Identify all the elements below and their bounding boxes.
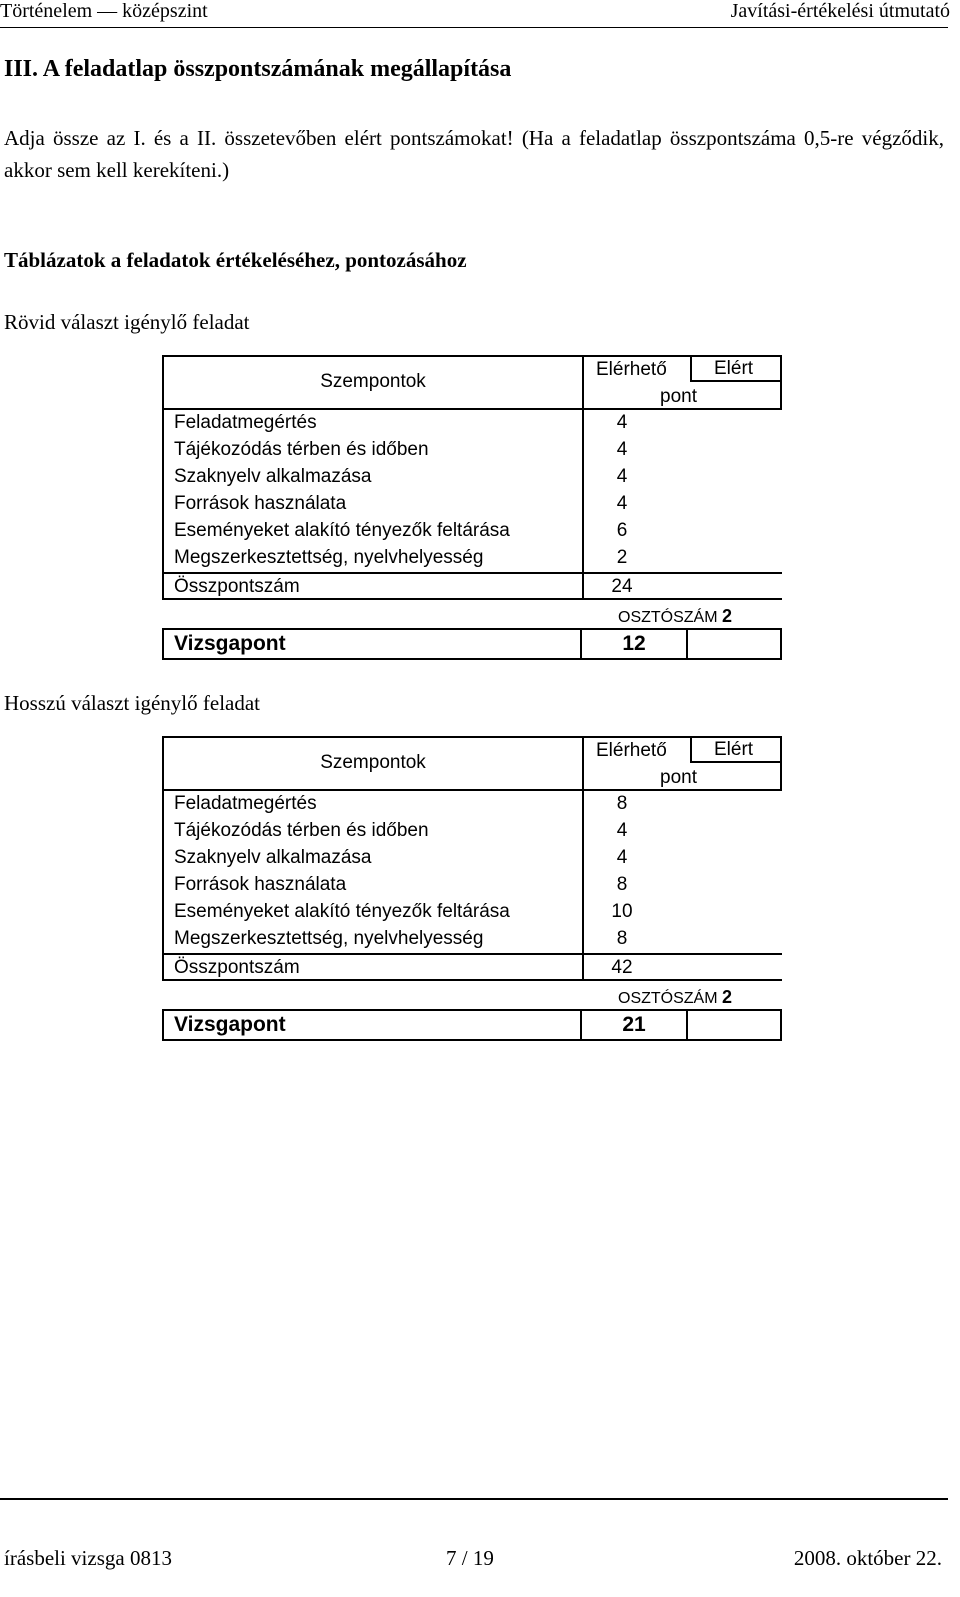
page-footer: [0, 1498, 960, 1597]
criterion-points: 6: [616, 520, 628, 541]
available-header-unit: pont: [660, 767, 697, 788]
footer-date: 2008. október 22.: [793, 1546, 942, 1570]
available-header-cell: [584, 357, 697, 408]
criterion-points: 4: [616, 493, 628, 514]
criterion-label: Tájékozódás térben és időben: [174, 820, 429, 841]
criteria-header: Szempontok: [320, 752, 426, 773]
table-row: [162, 899, 782, 926]
criterion-label: Megszerkesztettség, nyelvhelyesség: [174, 547, 484, 568]
criterion-points: 8: [616, 874, 628, 895]
total-label: Összpontszám: [174, 957, 300, 978]
table-row: [162, 545, 782, 572]
total-points: 42: [611, 957, 633, 978]
exam-points-label-cell: [162, 1009, 582, 1041]
criterion-points: 2: [616, 547, 628, 568]
exam-points-achieved-cell[interactable]: [686, 1009, 782, 1041]
exam-points-label-cell: [162, 628, 582, 660]
header-subject: Történelem — középszint: [0, 0, 208, 22]
table-header: [162, 355, 782, 410]
tables-heading: Táblázatok a feladatok értékeléséhez, pontozásához: [4, 248, 467, 272]
total-label: Összpontszám: [174, 576, 300, 597]
available-header-unit: pont: [660, 386, 697, 407]
exam-points-achieved-cell[interactable]: [686, 628, 782, 660]
long-task-table: [162, 736, 782, 1041]
criteria-header-cell: [164, 738, 584, 789]
table-header: [162, 736, 782, 791]
criterion-label: Szaknyelv alkalmazása: [174, 466, 372, 487]
achieved-header: Elért: [714, 739, 754, 760]
divisor-row: [162, 600, 782, 628]
total-points: 24: [611, 576, 633, 597]
divisor-label: OSZTÓSZÁM: [618, 609, 718, 626]
criterion-points: 4: [616, 439, 628, 460]
table-row: [162, 491, 782, 518]
footer-exam-id: írásbeli vizsga 0813: [4, 1546, 172, 1570]
table-row: [162, 791, 782, 818]
exam-points-value-cell: [580, 628, 688, 660]
criterion-points: 4: [616, 412, 628, 433]
header-doc-type: Javítási-értékelési útmutató: [730, 0, 950, 22]
intro-paragraph: Adja össze az I. és a II. összetevőben elért pontszámokat! (Ha a feladatlap összpontszáma 0,5-re végződik, akkor sem kell kerekíteni.): [4, 126, 944, 182]
criterion-points: 4: [616, 847, 628, 868]
total-row: [162, 953, 782, 981]
criterion-label: Szaknyelv alkalmazása: [174, 847, 372, 868]
available-header-cell: [584, 738, 697, 789]
available-header: Elérhető: [596, 740, 667, 761]
achieved-header-cell: [690, 738, 780, 763]
footer-page-number: 7 / 19: [446, 1546, 494, 1570]
table-row: [162, 845, 782, 872]
long-task-heading: Hosszú választ igénylő feladat: [4, 691, 260, 715]
short-task-heading: Rövid választ igénylő feladat: [4, 310, 250, 334]
exam-points-row: [162, 628, 782, 660]
header-rule: [0, 27, 948, 28]
exam-points-value-cell: [580, 1009, 688, 1041]
divisor-value: 2: [722, 987, 733, 1007]
exam-points-label: Vizsgapont: [174, 1013, 286, 1036]
criterion-points: 8: [616, 793, 628, 814]
exam-points-row: [162, 1009, 782, 1041]
achieved-header: Elért: [714, 358, 754, 379]
table-row: [162, 518, 782, 545]
divisor-value: 2: [722, 606, 733, 626]
divisor: [618, 987, 732, 1008]
criterion-label: Megszerkesztettség, nyelvhelyesség: [174, 928, 484, 949]
criterion-label: Források használata: [174, 493, 347, 514]
table-row: [162, 872, 782, 899]
table-row: [162, 437, 782, 464]
achieved-header-cell: [690, 357, 780, 382]
table-row: [162, 464, 782, 491]
exam-points-value: 12: [622, 632, 646, 655]
criterion-points: 4: [616, 820, 628, 841]
criterion-label: Feladatmegértés: [174, 793, 317, 814]
exam-points-label: Vizsgapont: [174, 632, 286, 655]
table-row: [162, 818, 782, 845]
criterion-label: Eseményeket alakító tényezők feltárása: [174, 901, 510, 922]
criteria-header-cell: [164, 357, 584, 408]
divisor-row: [162, 981, 782, 1009]
exam-points-value: 21: [622, 1013, 646, 1036]
divisor-label: OSZTÓSZÁM: [618, 990, 718, 1007]
table-row: [162, 410, 782, 437]
available-header: Elérhető: [596, 359, 667, 380]
criterion-points: 8: [616, 928, 628, 949]
criterion-label: Tájékozódás térben és időben: [174, 439, 429, 460]
page-header: [0, 0, 960, 34]
footer-rule: [0, 1498, 948, 1500]
short-task-table: [162, 355, 782, 660]
criterion-label: Feladatmegértés: [174, 412, 317, 433]
criterion-label: Eseményeket alakító tényezők feltárása: [174, 520, 510, 541]
divisor: [618, 606, 732, 627]
table-row: [162, 926, 782, 953]
section-title: III. A feladatlap összpontszámának megállapítása: [4, 56, 512, 82]
criterion-points: 10: [611, 901, 633, 922]
total-row: [162, 572, 782, 600]
criteria-header: Szempontok: [320, 371, 426, 392]
criterion-points: 4: [616, 466, 628, 487]
criterion-label: Források használata: [174, 874, 347, 895]
